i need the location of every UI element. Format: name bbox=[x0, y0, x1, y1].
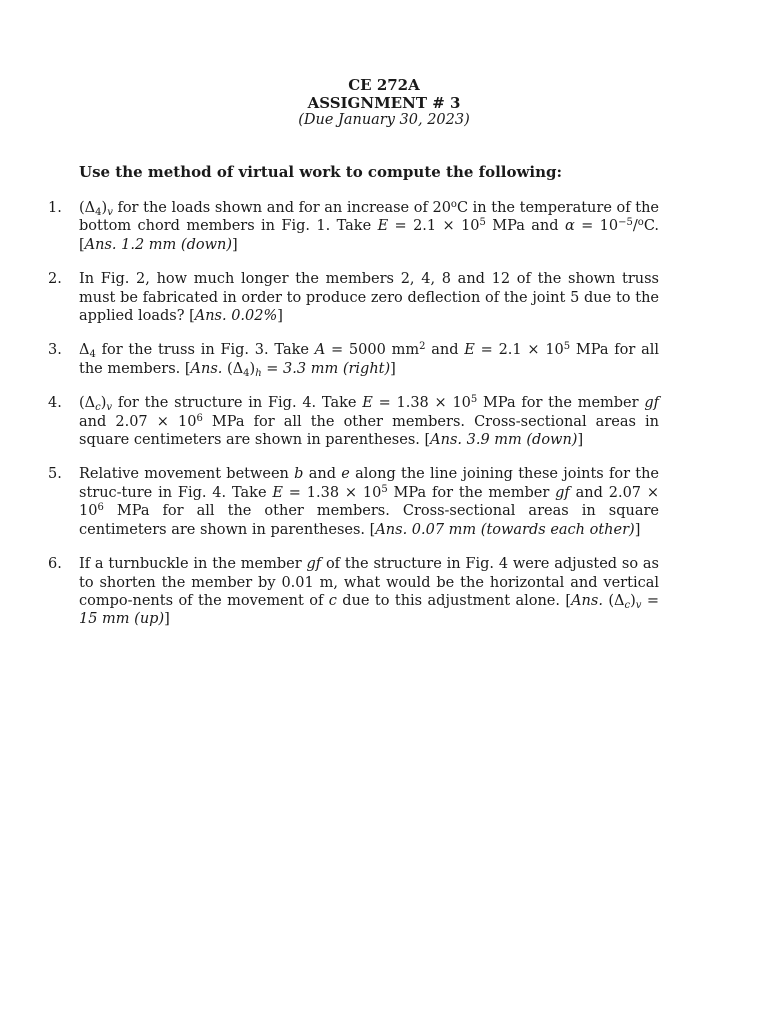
superscript: 6 bbox=[97, 502, 104, 514]
math-var: A bbox=[314, 342, 326, 359]
math-var: E bbox=[464, 342, 475, 359]
problem-item bbox=[0, 555, 768, 629]
text-run: for the loads shown and for an increase of 20 bbox=[112, 200, 451, 216]
problem-number: 3. bbox=[48, 342, 62, 359]
problem-text bbox=[79, 465, 659, 539]
subscript: v bbox=[107, 207, 113, 218]
text-run: Δ bbox=[79, 342, 90, 359]
text-run: for the truss in Fig. 3. Take bbox=[95, 342, 315, 359]
text-run: ] bbox=[164, 611, 170, 628]
problem-text bbox=[79, 341, 659, 378]
math-var: gf bbox=[555, 484, 570, 501]
text-run: ) bbox=[249, 360, 256, 377]
course-code: CE 272A bbox=[348, 76, 420, 94]
problem-number: 5. bbox=[48, 466, 62, 483]
superscript: 5 bbox=[479, 217, 486, 229]
text-run: (Δ bbox=[222, 360, 244, 377]
text-run: / bbox=[632, 218, 638, 235]
subscript: c bbox=[95, 402, 101, 414]
text-run: for the structure in Fig. 4. Take bbox=[112, 395, 363, 412]
text-run: ) bbox=[100, 395, 107, 412]
text-run: C. [ bbox=[79, 218, 659, 253]
superscript: 2 bbox=[419, 341, 426, 353]
text-run: = 5000 mm bbox=[325, 342, 420, 359]
subscript: h bbox=[255, 367, 262, 379]
subscript: 4 bbox=[95, 207, 102, 218]
text-run: MPa for the member bbox=[387, 484, 556, 501]
problem-number: 6. bbox=[48, 556, 62, 573]
text-run: MPa for all the other members. Cross-sectional areas in square centimeters are shown in parentheses. [ bbox=[79, 503, 659, 538]
assignment-title: ASSIGNMENT # 3 bbox=[307, 94, 461, 112]
answer: Ans. 3.9 mm (down) bbox=[430, 432, 578, 449]
superscript: 5 bbox=[470, 394, 478, 406]
problem-text bbox=[79, 199, 659, 254]
math-var: gf bbox=[644, 395, 659, 412]
superscript: o bbox=[637, 217, 644, 229]
text-run: and 2.07 × 10 bbox=[79, 413, 197, 430]
problem-item bbox=[0, 199, 768, 254]
math-var: E bbox=[272, 484, 283, 501]
math-var: α bbox=[564, 218, 575, 235]
text-run: = 1.38 × 10 bbox=[372, 395, 471, 412]
text-run: of the structure in Fig. 4 were adjusted so as to shorten the member by 0.01 m, what would be the horizontal and vertical compo-nents of the movement of bbox=[79, 556, 659, 609]
text-run: (Δ bbox=[79, 200, 96, 216]
text-run: = bbox=[641, 592, 659, 609]
math-var: gf bbox=[306, 556, 322, 573]
text-run: Relative movement between bbox=[79, 466, 295, 483]
text-run: = 2.1 × 10 bbox=[474, 342, 564, 359]
text-run: ) bbox=[630, 592, 636, 609]
text-run: and bbox=[303, 466, 342, 483]
text-run: MPa for the member bbox=[477, 395, 645, 412]
problem-text bbox=[79, 270, 659, 325]
problem-text bbox=[79, 555, 659, 629]
problem-item bbox=[0, 394, 768, 449]
problem-number: 1. bbox=[48, 200, 62, 216]
answer: Ans. 0.07 mm (towards each other) bbox=[375, 521, 635, 538]
text-run: (Δ bbox=[79, 395, 96, 412]
math-var: E bbox=[362, 395, 373, 412]
math-var: c bbox=[328, 592, 337, 609]
answer: Ans. bbox=[571, 592, 603, 609]
text-run: and bbox=[425, 342, 465, 359]
text-run: MPa for all the other members. Cross-sectional areas in square centimeters are shown in parentheses. [ bbox=[79, 413, 659, 449]
problem-list bbox=[0, 199, 768, 645]
due-date: (Due January 30, 2023) bbox=[298, 112, 470, 128]
answer: Ans. bbox=[190, 360, 223, 377]
text-run: and 2.07 × 10 bbox=[79, 484, 659, 520]
problem-number: 4. bbox=[48, 395, 62, 412]
answer: 3.3 mm (right) bbox=[283, 360, 391, 377]
text-run: ] bbox=[390, 360, 396, 377]
subscript: 4 bbox=[243, 367, 250, 379]
superscript: 5 bbox=[563, 341, 571, 353]
text-run: ] bbox=[277, 308, 283, 325]
math-var: e bbox=[341, 466, 350, 483]
text-run: (Δ bbox=[602, 592, 625, 609]
answer: 15 mm (up) bbox=[79, 611, 165, 628]
problem-text bbox=[79, 394, 659, 449]
problem-number: 2. bbox=[48, 271, 62, 288]
text-run: along the line joining these joints for the struc-ture in Fig. 4. Take bbox=[79, 466, 660, 501]
superscript: −5 bbox=[618, 217, 633, 229]
superscript: o bbox=[450, 199, 457, 210]
subscript: c bbox=[624, 599, 631, 611]
problem-item bbox=[0, 465, 768, 539]
subscript: v bbox=[106, 402, 113, 414]
text-run: = bbox=[261, 360, 284, 377]
text-run: = 10 bbox=[574, 218, 619, 235]
text-run: If a turnbuckle in the member bbox=[79, 556, 307, 573]
text-run: ] bbox=[232, 236, 238, 253]
text-run: C in the temperature of the bottom chord members in Fig. 1. Take bbox=[79, 200, 659, 235]
text-run: = 1.38 × 10 bbox=[282, 484, 382, 501]
text-run: due to this adjustment alone. [ bbox=[336, 592, 572, 609]
problem-item bbox=[0, 270, 768, 325]
text-run: ] bbox=[577, 432, 584, 449]
subscript: 4 bbox=[89, 349, 96, 361]
text-run: ) bbox=[101, 200, 108, 216]
text-run: In Fig. 2, how much longer the members 2, 4, 8 and 12 of the shown truss must be fabricated in order to produce zero deflection of the joint 5 due to the applied loads? [ bbox=[79, 271, 659, 325]
text-run: ] bbox=[634, 521, 641, 538]
answer: Ans. 0.02% bbox=[194, 308, 278, 325]
instruction-heading: Use the method of virtual work to compute the following: bbox=[79, 163, 563, 181]
answer: Ans. 1.2 mm (down) bbox=[84, 236, 232, 253]
subscript: v bbox=[635, 599, 642, 611]
text-run: MPa and bbox=[485, 218, 565, 235]
superscript: 5 bbox=[381, 483, 388, 495]
text-run: = 2.1 × 10 bbox=[388, 218, 480, 235]
math-var: E bbox=[377, 218, 389, 235]
superscript: 6 bbox=[196, 412, 203, 424]
problem-item bbox=[0, 341, 768, 378]
math-var: b bbox=[294, 466, 304, 483]
text-run: MPa for all the members. [ bbox=[79, 342, 659, 377]
